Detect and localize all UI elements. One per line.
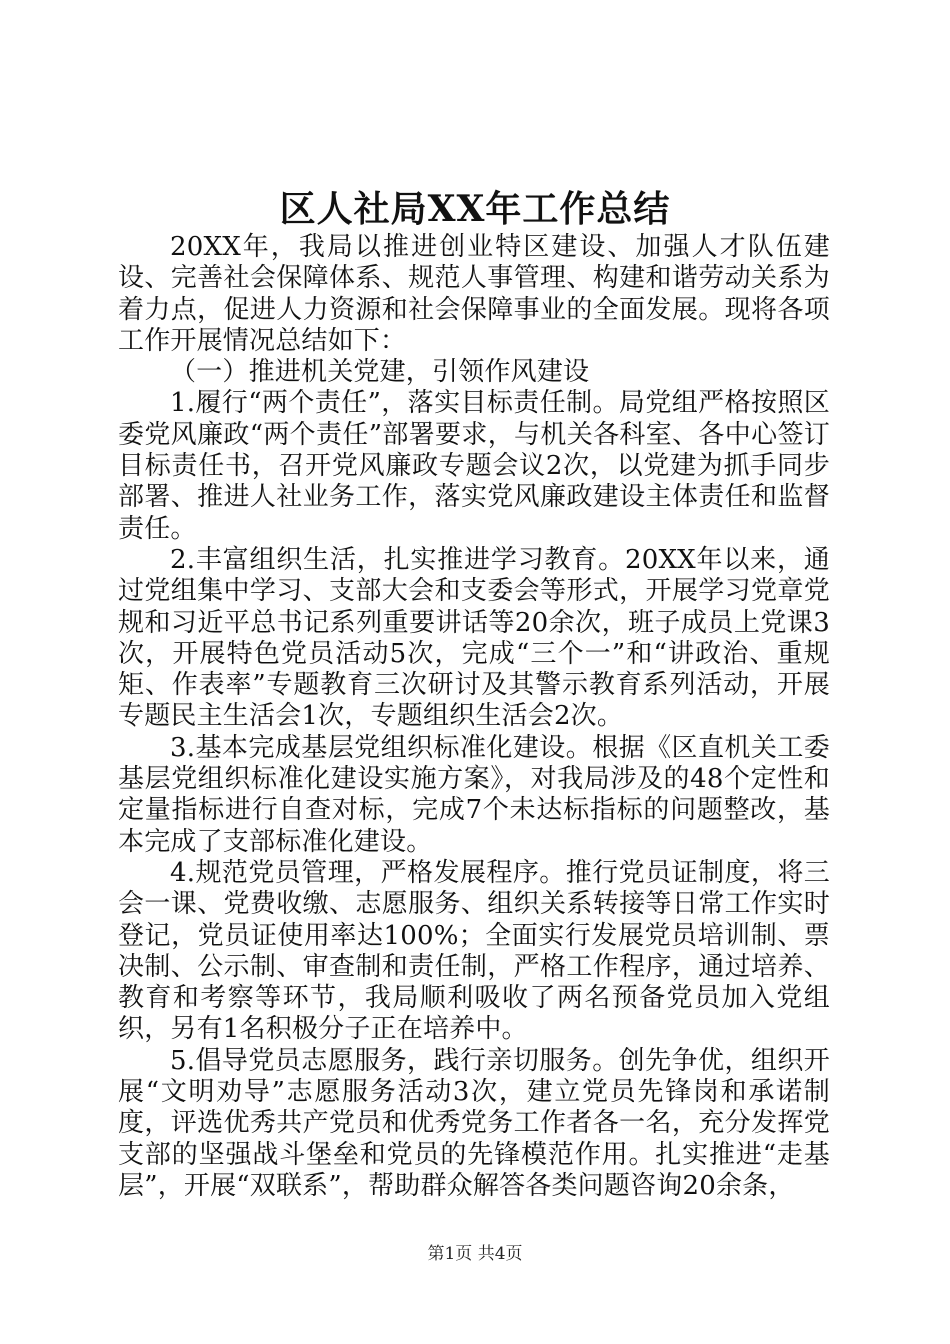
section-heading: （一）推进机关党建，引领作风建设 — [170, 357, 590, 388]
body-paragraph: 5.倡导党员志愿服务，践行亲切服务。创先争优，组织开展“文明劝导”志愿服务活动3次，建立党员先锋岗和承诺制度，评选优秀共产党员和优秀党务工作者各一名，充分发挥党支部的坚强战斗堡垒和党员的先锋模范作用。扎实推进“走基层”，开展“双联系”，帮助群众解答各类问题咨询20余条， — [118, 1045, 830, 1201]
document-body — [118, 232, 830, 1202]
document-title: 区人社局XX年工作总结 — [279, 188, 671, 230]
page-number-footer: 第1页 共4页 — [427, 1244, 523, 1264]
body-paragraph: 4.规范党员管理，严格发展程序。推行党员证制度，将三会一课、党费收缴、志愿服务、组织关系转接等日常工作实时登记，党员证使用率达100%；全面实行发展党员培训制、票决制、公示制、审查制和责任制，严格工作程序，通过培养、教育和考察等环节，我局顺利吸收了两名预备党员加入党组织，另有1名积极分子正在培养中。 — [118, 857, 830, 1045]
body-paragraph: 3.基本完成基层党组织标准化建设。根据《区直机关工委基层党组织标准化建设实施方案》，对我局涉及的48个定性和定量指标进行自查对标，完成7个未达标指标的问题整改，基本完成了支部标准化建设。 — [118, 732, 830, 857]
body-paragraph: 1.履行“两个责任”，落实目标责任制。局党组严格按照区委党风廉政“两个责任”部署要求，与机关各科室、各中心签订目标责任书，召开党风廉政专题会议2次，以党建为抓手同步部署、推进人社业务工作，落实党风廉政建设主体责任和监督责任。 — [118, 388, 830, 544]
intro-paragraph: 20XX年，我局以推进创业特区建设、加强人才队伍建设、完善社会保障体系、规范人事管理、构建和谐劳动关系为着力点，促进人力资源和社会保障事业的全面发展。现将各项工作开展情况总结如下： — [118, 232, 830, 356]
body-paragraph: 2.丰富组织生活，扎实推进学习教育。20XX年以来，通过党组集中学习、支部大会和支委会等形式，开展学习党章党规和习近平总书记系列重要讲话等20余次，班子成员上党课3次，开展特色党员活动5次，完成“三个一”和“讲政治、重规矩、作表率”专题教育三次研讨及其警示教育系列活动，开展专题民主生活会1次，专题组织生活会2次。 — [118, 544, 830, 732]
